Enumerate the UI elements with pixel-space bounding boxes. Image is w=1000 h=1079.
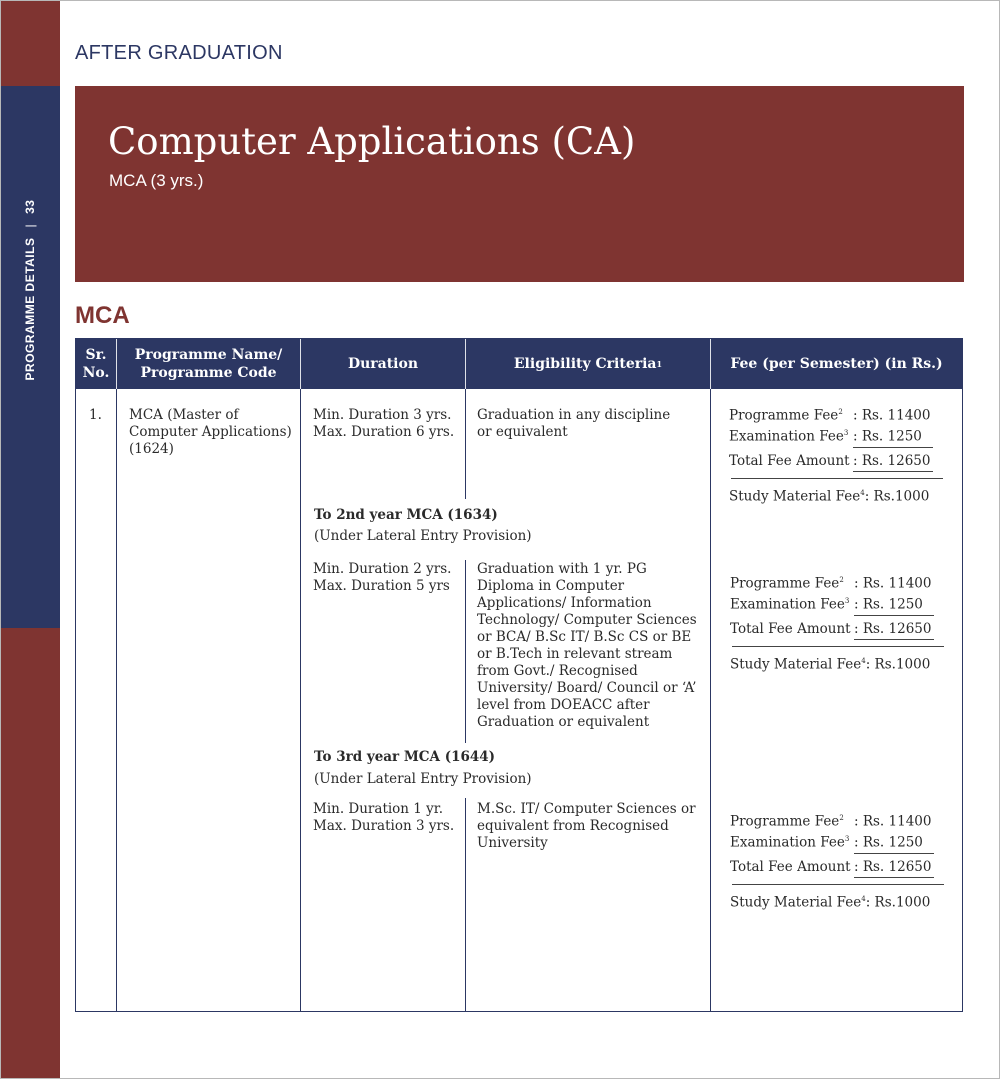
section-heading: AFTER GRADUATION	[75, 42, 283, 64]
page-number: 33	[23, 199, 37, 214]
sidebar-label	[23, 200, 37, 381]
examination-fee: Examination Fee$^3$ : Rs. 1250	[730, 596, 923, 613]
total-fee: Total Fee Amount : Rs. 12650	[729, 453, 931, 469]
total-fee: Total Fee Amount : Rs. 12650	[730, 621, 932, 637]
programme-heading: MCA	[75, 302, 130, 329]
study-material-fee: Study Material Fee$^4$: Rs.1000	[730, 656, 931, 673]
lateral-entry-title-2nd-year: To 2nd year MCA (1634)	[314, 507, 498, 523]
lateral-entry-note: (Under Lateral Entry Provision)	[314, 528, 532, 544]
programme-fee: Programme Fee$^2$ : Rs. 11400	[730, 575, 932, 592]
programme-fee: Programme Fee$^2$ : Rs. 11400	[729, 407, 931, 424]
programme-fee: Programme Fee$^2$ : Rs. 11400	[730, 813, 932, 830]
column-divider	[465, 389, 466, 499]
banner-subtitle: MCA (3 yrs.)	[109, 171, 204, 190]
header-eligibility: Eligibility Criteria 1	[513, 356, 663, 372]
duration-block-3: Min. Duration 1 yr. Max. Duration 3 yrs.	[313, 801, 455, 834]
table-header	[76, 339, 962, 389]
examination-fee: Examination Fee$^3$ : Rs. 1250	[729, 428, 922, 445]
lateral-entry-note: (Under Lateral Entry Provision)	[314, 771, 532, 787]
programme-name: MCA (Master of Computer Applications) (1624)	[129, 407, 292, 457]
header-duration: Duration	[347, 356, 419, 372]
sidebar-bottom-band	[0, 628, 60, 1079]
header-fee: Fee (per Semester) (in Rs.)	[730, 356, 943, 372]
programme-banner	[75, 86, 964, 282]
column-divider	[300, 389, 301, 1012]
header-sr-no: Sr. No.	[82, 347, 110, 381]
footnote-marker: 1	[656, 359, 663, 369]
duration-block-1: Min. Duration 3 yrs. Max. Duration 6 yrs.	[313, 407, 455, 440]
total-fee: Total Fee Amount : Rs. 12650	[730, 859, 932, 875]
eligibility-block-1: Graduation in any discipline or equivalent	[477, 407, 671, 440]
column-divider	[465, 560, 466, 743]
eligibility-block-2: Graduation with 1 yr. PG Diploma in Computer Applications/ Information Technology/ Computer Sciences or BCA/ B.Sc IT/ B.Sc CS or BE or B.Tech in relevant stream from Govt./ Recognised University/ Board/ Council or ‘A’ level from DOEACC after Graduation or equivalent	[477, 561, 697, 730]
duration-block-2: Min. Duration 2 yrs. Max. Duration 5 yrs	[313, 561, 452, 594]
sidebar-separator: |	[23, 223, 37, 228]
column-divider	[710, 389, 711, 1012]
header-programme-name: Programme Name/ Programme Code	[134, 347, 283, 381]
eligibility-block-3: M.Sc. IT/ Computer Sciences or equivalent from Recognised University	[477, 801, 696, 851]
column-divider	[116, 389, 117, 1012]
programme-table	[75, 338, 963, 1012]
study-material-fee: Study Material Fee$^4$: Rs.1000	[730, 894, 931, 911]
sidebar-section-name: PROGRAMME DETAILS	[23, 237, 37, 381]
lateral-entry-title-3rd-year: To 3rd year MCA (1644)	[314, 749, 496, 765]
study-material-fee: Study Material Fee$^4$: Rs.1000	[729, 488, 930, 505]
sr-number: 1.	[89, 407, 102, 423]
examination-fee: Examination Fee$^3$ : Rs. 1250	[730, 834, 923, 851]
column-divider	[465, 798, 466, 1012]
sidebar-top-band	[0, 0, 60, 86]
banner-title: Computer Applications (CA)	[108, 120, 636, 163]
